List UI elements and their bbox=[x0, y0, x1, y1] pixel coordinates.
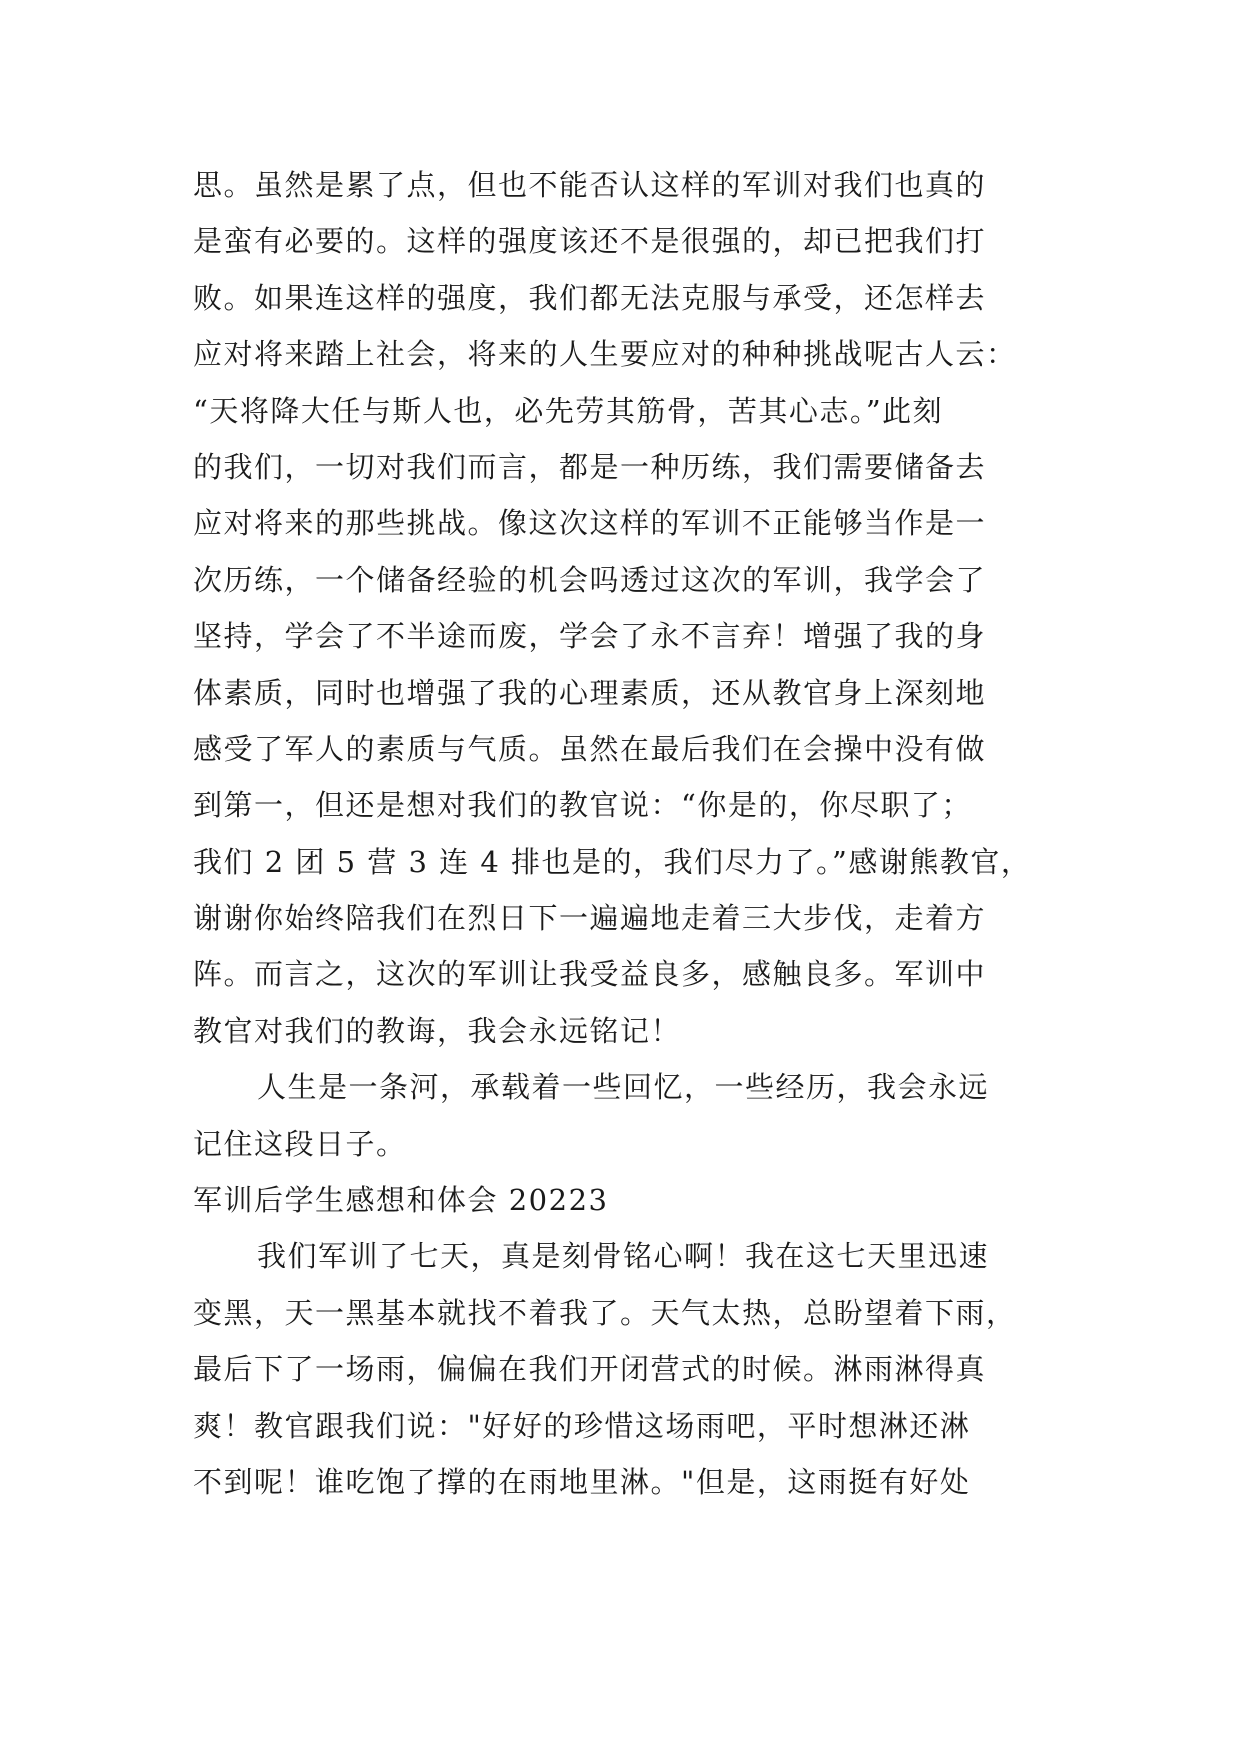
text-line: “天将降大任与斯人也，必先劳其筋骨，苦其心志。”此刻 bbox=[193, 393, 944, 428]
paragraph-start-line: 人生是一条河，承载着一些回忆，一些经历，我会永远 bbox=[257, 1070, 990, 1105]
text-line: 我们 2 团 5 营 3 连 4 排也是的，我们尽力了。”感谢熊教官， bbox=[193, 844, 1032, 879]
section-heading: 军训后学生感想和体会 20223 bbox=[193, 1183, 609, 1218]
body-text bbox=[193, 157, 1053, 1510]
text-line: 是蛮有必要的。这样的强度该还不是很强的，却已把我们打 bbox=[193, 224, 987, 259]
text-line: 教官对我们的教诲，我会永远铭记！ bbox=[193, 1013, 682, 1048]
text-line: 到第一，但还是想对我们的教官说：“你是的，你尽职了； bbox=[193, 788, 972, 823]
text-line: 坚持，学会了不半途而废，学会了永不言弃！增强了我的身 bbox=[193, 619, 987, 654]
text-line: 谢谢你始终陪我们在烈日下一遍遍地走着三大步伐，走着方 bbox=[193, 901, 987, 936]
text-line: 不到呢！谁吃饱了撑的在雨地里淋。"但是，这雨挺有好处 bbox=[193, 1464, 971, 1499]
text-line: 次历练，一个储备经验的机会吗透过这次的军训，我学会了 bbox=[193, 562, 987, 597]
text-line: 变黑，天一黑基本就找不着我了。天气太热，总盼望着下雨， bbox=[193, 1295, 1017, 1330]
text-line: 应对将来踏上社会，将来的人生要应对的种种挑战呢古人云： bbox=[193, 337, 1017, 372]
text-line: 爽！教官跟我们说："好好的珍惜这场雨吧，平时想淋还淋 bbox=[193, 1408, 971, 1443]
text-line: 体素质，同时也增强了我的心理素质，还从教官身上深刻地 bbox=[193, 675, 987, 710]
text-line: 应对将来的那些挑战。像这次这样的军训不正能够当作是一 bbox=[193, 506, 987, 541]
text-line: 记住这段日子。 bbox=[193, 1126, 407, 1161]
text-line: 败。如果连这样的强度，我们都无法克服与承受，还怎样去 bbox=[193, 280, 987, 315]
text-line: 最后下了一场雨，偏偏在我们开闭营式的时候。淋雨淋得真 bbox=[193, 1352, 987, 1387]
text-line: 思。虽然是累了点，但也不能否认这样的军训对我们也真的 bbox=[193, 168, 987, 202]
text-line: 感受了军人的素质与气质。虽然在最后我们在会操中没有做 bbox=[193, 731, 987, 766]
paragraph-start-line: 我们军训了七天，真是刻骨铭心啊！我在这七天里迅速 bbox=[257, 1239, 990, 1274]
text-line: 的我们，一切对我们而言，都是一种历练，我们需要储备去 bbox=[193, 449, 987, 484]
text-line: 阵。而言之，这次的军训让我受益良多，感触良多。军训中 bbox=[193, 957, 987, 992]
